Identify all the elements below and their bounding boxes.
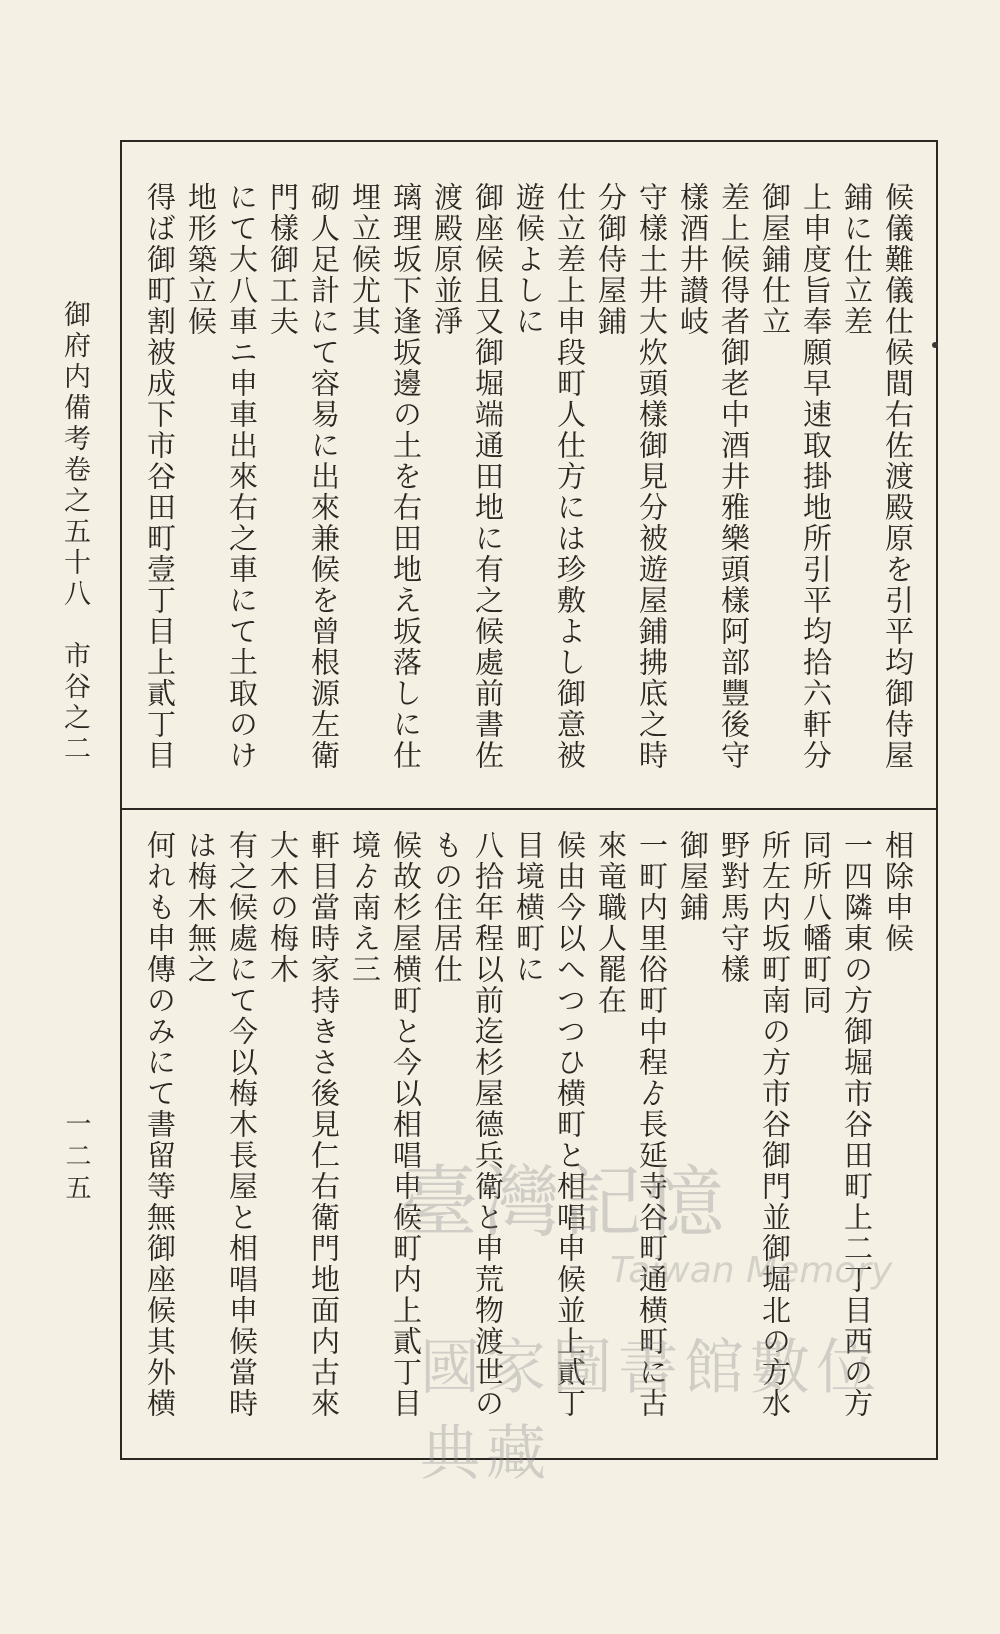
text-line: 一四隣東の方御堀市谷田町上二丁目西の方同所八幡町同 (799, 830, 874, 1419)
page-number: 一二五 (61, 1110, 91, 1206)
text-line: 御座候且又御堀端通田地に有之候處前書佐渡殿原並淨 (430, 182, 505, 771)
text-line: 候故杉屋横町と今以相唱申候町内上貳丁目境ゟ南え三 (348, 830, 423, 1419)
text-line: 八拾年程以前迄杉屋德兵衛と申荒物渡世のもの住居仕 (430, 830, 505, 1419)
watermark-latin-text: Taiwan Memory (610, 1250, 893, 1291)
text-line: 上申度旨奉願早速取掛地所引平均拾六軒分御屋鋪仕立 (758, 182, 833, 771)
text-line: 候儀難儀仕候間右佐渡殿原を引平均御侍屋鋪に仕立差 (840, 182, 915, 771)
text-line: 何れも申傳のみにて書留等無御座候其外横 (143, 830, 177, 1419)
text-line: 璃理坂下逢坂邊の土を右田地え坂落しに仕埋立候尤其 (348, 182, 423, 771)
text-line: 相除申候 (881, 830, 915, 954)
text-line: 軒目當時家持きさ後見仁右衛門地面内古來大木の梅木 (266, 830, 341, 1419)
text-line: にて大八車ニ申車出來右之車にて土取のけ地形築立候 (184, 182, 259, 771)
watermark-seal-text: 臺灣記憶 (400, 1158, 729, 1248)
text-line: 得ば御町割被成下市谷田町壹丁目上貳丁目 (143, 182, 177, 771)
text-line: 有之候處にて今以梅木長屋と相唱申候當時は梅木無之 (184, 830, 259, 1419)
text-line: 候由今以へつつひ横町と相唱申候並上貳丁目境横町に (512, 830, 587, 1419)
text-line: 差上候得者御老中酒井雅樂頭樣阿部豐後守樣酒井讃岐 (676, 182, 751, 771)
volume-title: 御府内備考卷之五十八 市谷之二 (59, 300, 90, 765)
text-line: 一町内里俗町中程ゟ長延寺谷町通横町に古來竜職人罷在 (594, 830, 669, 1419)
text-line: 守樣土井大炊頭樣御見分被遊屋鋪拂底之時分御侍屋鋪 (594, 182, 669, 771)
section-divider (122, 808, 936, 810)
library-watermark (400, 1140, 920, 1489)
watermark-library-name: 國家圖書館數位典藏 (420, 1333, 882, 1489)
text-line: 砌人足計にて容易に出來兼候を曾根源左衛門樣御工夫 (266, 182, 341, 771)
paper-speck (932, 342, 938, 348)
text-line: 仕立差上申段町人仕方には珍敷よし御意被遊候よしに (512, 182, 587, 771)
upper-text-block (140, 182, 918, 782)
text-line: 所左内坂町南の方市谷御門並御堀北の方水野對馬守樣 (717, 830, 792, 1419)
text-line: 御屋鋪 (676, 830, 710, 923)
